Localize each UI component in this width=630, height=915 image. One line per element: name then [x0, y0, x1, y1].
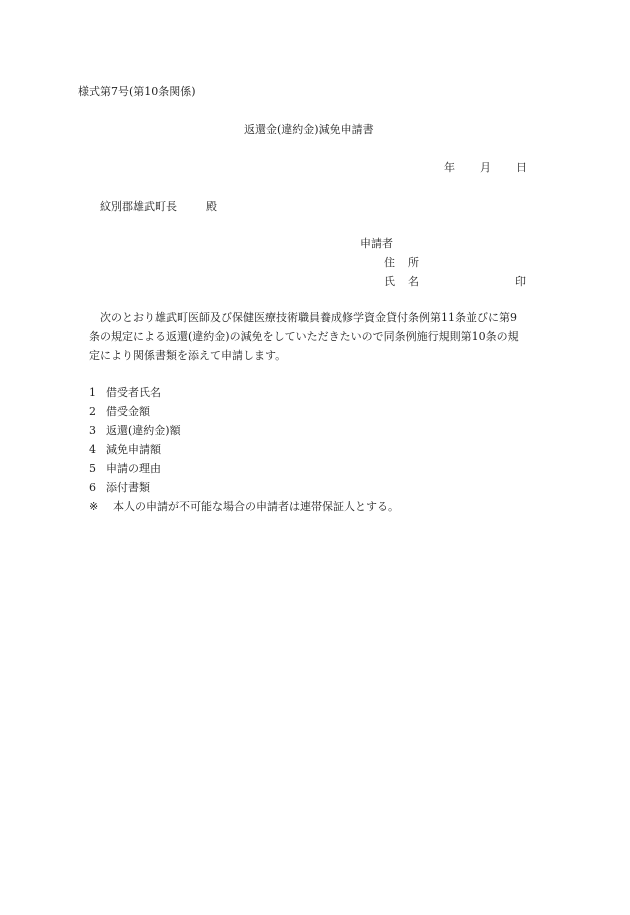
date-day-label: 日 — [516, 161, 527, 174]
item-number: 3 — [89, 424, 96, 437]
item-text: 減免申請額 — [106, 443, 161, 456]
form-number: 様式第7号(第10条関係) — [78, 85, 196, 98]
date-year-label: 年 — [444, 161, 455, 174]
item-number: 2 — [89, 405, 96, 418]
item-text: 添付書類 — [106, 481, 150, 494]
date-month-label: 月 — [480, 161, 491, 174]
item-number: 5 — [89, 462, 96, 475]
item-number: 1 — [89, 386, 96, 399]
request-statement — [89, 308, 549, 365]
address-label-first-char: 住 — [384, 256, 395, 269]
note-mark: ※ — [89, 500, 99, 513]
address-label-second-char: 所 — [408, 256, 419, 269]
name-label-first-char: 氏 — [384, 275, 395, 288]
addressee: 紋別郡雄武町長 — [100, 200, 177, 213]
note-text: 本人の申請が不可能な場合の申請者は連帯保証人とする。 — [113, 500, 399, 513]
request-statement-line: 条の規定による返還(違約金)の減免をしていただきたいので同条例施行規則第10条の規 — [89, 330, 519, 343]
item-text: 借受者氏名 — [106, 386, 161, 399]
item-text: 申請の理由 — [106, 462, 161, 475]
seal-mark: 印 — [515, 275, 526, 288]
applicant-label: 申請者 — [360, 237, 393, 250]
honorific: 殿 — [206, 200, 217, 213]
document-title: 返還金(違約金)減免申請書 — [244, 123, 374, 136]
request-statement-line: 次のとおり雄武町医師及び保健医療技術職員養成修学資金貸付条例第11条並びに第9 — [100, 311, 517, 324]
item-number: 6 — [89, 481, 96, 494]
request-statement-line: 定により関係書類を添えて申請します。 — [89, 349, 287, 362]
item-text: 返還(違約金)額 — [106, 424, 181, 437]
item-text: 借受金額 — [106, 405, 150, 418]
item-number: 4 — [89, 443, 96, 456]
name-label-second-char: 名 — [408, 275, 419, 288]
